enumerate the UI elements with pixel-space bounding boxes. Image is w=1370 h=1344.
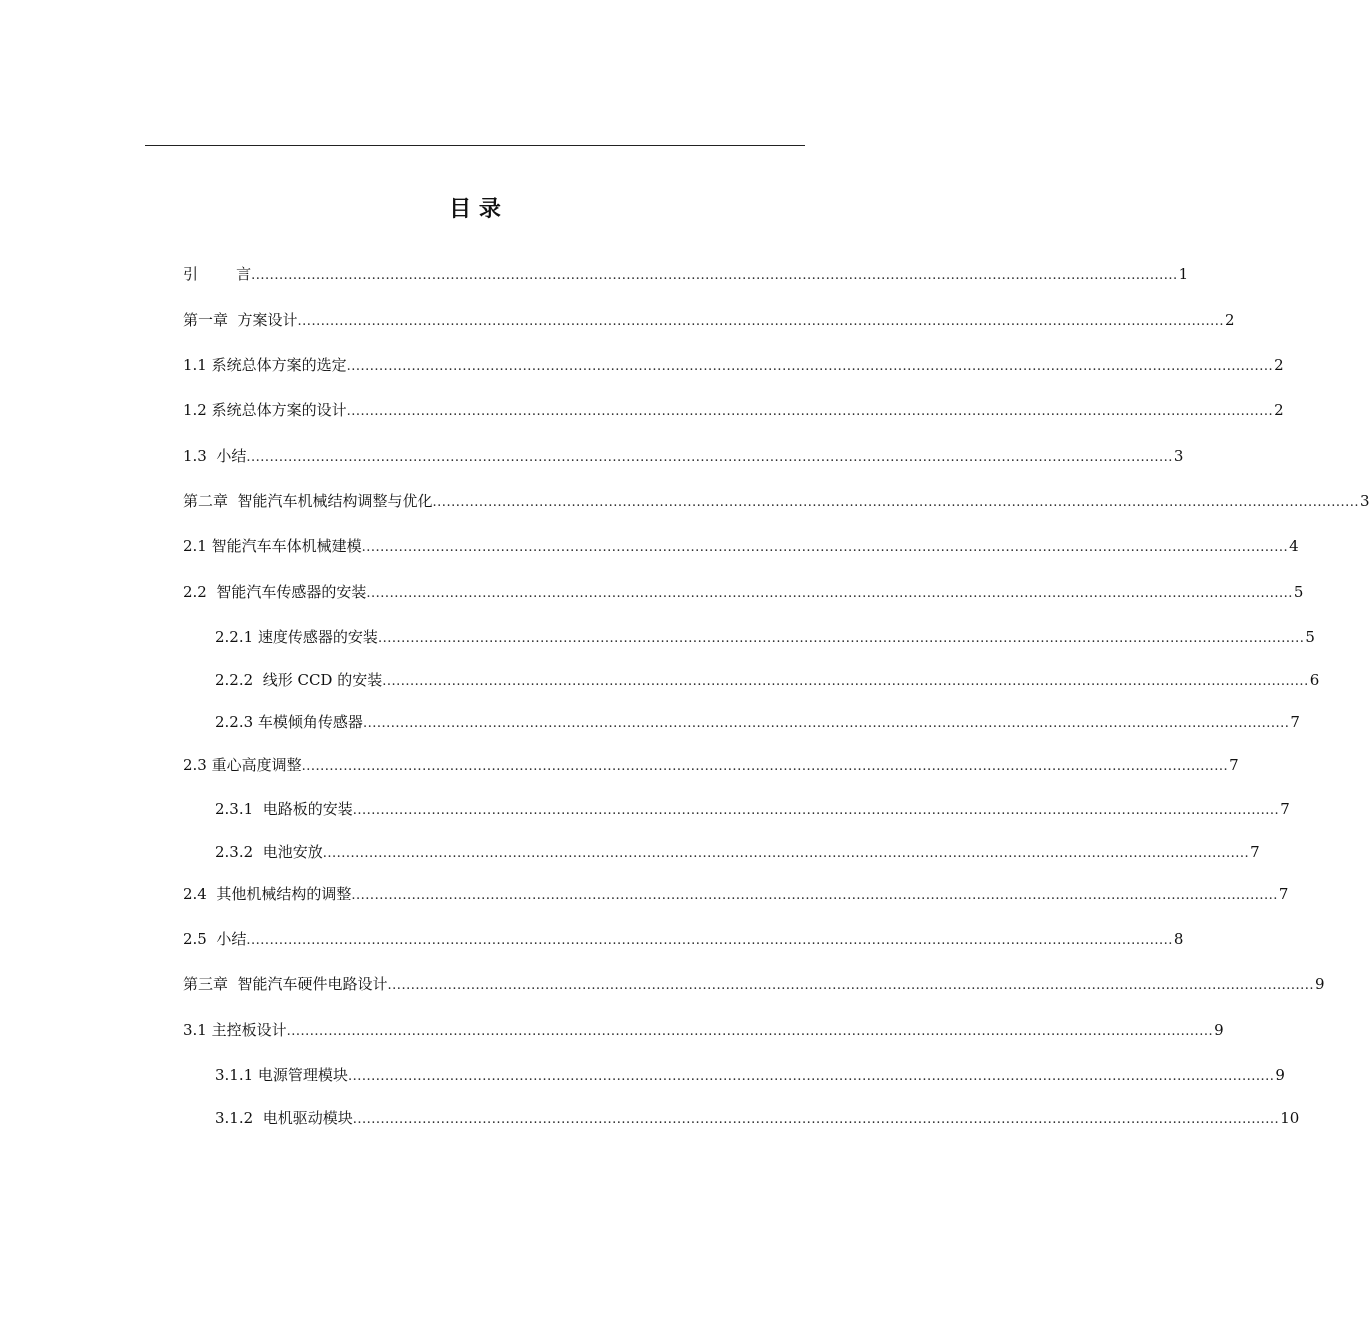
toc-entry[interactable] [183,973,1325,995]
toc-page-number: 9 [1275,1066,1285,1084]
toc-entry[interactable] [183,928,1184,950]
toc-page-number: 8 [1173,930,1184,948]
toc-entry[interactable] [183,309,1235,331]
toc-entry[interactable] [183,354,1284,376]
toc-entry-text: 2.3.2 电池安放 [215,843,323,861]
toc-page-number: 3 [1173,447,1184,465]
toc-entry[interactable] [215,1064,1285,1086]
toc-entry-text: 2.2.1 速度传感器的安装 [215,628,378,646]
toc-page-number: 9 [1315,975,1325,993]
toc-page-number: 7 [1229,756,1239,774]
toc-page-number: 5 [1305,628,1315,646]
toc-entry[interactable] [183,535,1299,557]
toc-leader-dots: ........................................................................................................................................................................................................ [352,1112,1280,1127]
toc-entry[interactable] [183,883,1289,905]
toc-leader-dots: ........................................................................................................................................................................................................ [346,404,1274,419]
toc-leader-dots: ........................................................................................................................................................................................................ [362,716,1290,731]
toc-entry-text: 第二章 智能汽车机械结构调整与优化 [183,492,433,510]
toc-entry[interactable] [215,711,1300,733]
toc-entry-text: 2.3 重心高度调整 [183,756,302,774]
toc-title: 目 录 [449,197,501,222]
toc-leader-dots: ........................................................................................................................................................................................................ [377,631,1305,646]
toc-entry-text: 2.4 其他机械结构的调整 [183,885,352,903]
toc-entry-text: 第一章 方案设计 [183,311,298,329]
toc-leader-dots: ........................................................................................................................................................................................................ [251,268,1178,283]
toc-leader-dots: ........................................................................................................................................................................................................ [347,1069,1275,1084]
toc-entry-text: 2.5 小结 [183,930,247,948]
toc-entry[interactable] [215,669,1320,691]
toc-entry-text: 2.2.3 车模倾角传感器 [215,713,363,731]
toc-leader-dots: ........................................................................................................................................................................................................ [346,359,1274,374]
toc-entry[interactable] [183,1019,1224,1041]
toc-entry[interactable] [183,754,1239,776]
header-rule [145,145,805,146]
toc-entry-text: 3.1.2 电机驱动模块 [215,1109,353,1127]
toc-page-number: 7 [1290,713,1300,731]
toc-page-number: 9 [1214,1021,1224,1039]
toc-entry[interactable] [183,445,1184,467]
toc-leader-dots: ........................................................................................................................................................................................................ [297,314,1225,329]
toc-leader-dots: ........................................................................................................................................................................................................ [352,803,1280,818]
toc-page-number: 7 [1250,843,1260,861]
toc-page-number: 5 [1293,583,1304,601]
toc-entry[interactable] [215,1107,1300,1129]
toc-page-number: 7 [1278,885,1289,903]
toc-entry-text: 引 言 [183,265,252,283]
toc-entry[interactable] [215,841,1260,863]
toc-leader-dots: ........................................................................................................................................................................................................ [286,1024,1214,1039]
toc-page-number: 7 [1280,800,1290,818]
toc-leader-dots: ........................................................................................................................................................................................................ [382,674,1309,689]
toc-entry-text: 1.3 小结 [183,447,247,465]
toc-entry[interactable] [183,399,1284,421]
toc-leader-dots: ........................................................................................................................................................................................................ [351,888,1278,903]
toc-leader-dots: ........................................................................................................................................................................................................ [432,495,1360,510]
toc-page-number: 6 [1309,671,1320,689]
toc-leader-dots: ........................................................................................................................................................................................................ [246,450,1173,465]
toc-page-number: 2 [1274,401,1284,419]
toc-page-number: 4 [1289,537,1299,555]
toc-page-number: 2 [1225,311,1235,329]
toc-entry-text: 第三章 智能汽车硬件电路设计 [183,975,388,993]
toc-leader-dots: ........................................................................................................................................................................................................ [301,759,1229,774]
toc-leader-dots: ........................................................................................................................................................................................................ [361,540,1289,555]
toc-entry[interactable] [215,798,1290,820]
toc-page-number: 3 [1360,492,1370,510]
toc-page-number: 2 [1274,356,1284,374]
toc-leader-dots: ........................................................................................................................................................................................................ [246,933,1173,948]
toc-page-number: 1 [1178,265,1189,283]
toc-entry-text: 2.2 智能汽车传感器的安装 [183,583,367,601]
toc-entry[interactable] [183,581,1304,603]
toc-leader-dots: ........................................................................................................................................................................................................ [366,586,1293,601]
toc-entry-text: 2.3.1 电路板的安装 [215,800,353,818]
toc-entry-text: 1.1 系统总体方案的选定 [183,356,347,374]
toc-leader-dots: ........................................................................................................................................................................................................ [387,978,1315,993]
toc-entry-text: 3.1.1 电源管理模块 [215,1066,348,1084]
toc-entry[interactable] [183,263,1189,285]
toc-entry-text: 1.2 系统总体方案的设计 [183,401,347,419]
toc-entry-text: 3.1 主控板设计 [183,1021,287,1039]
toc-leader-dots: ........................................................................................................................................................................................................ [322,846,1250,861]
toc-entry[interactable] [183,490,1370,512]
toc-entry-text: 2.2.2 线形 CCD 的安装 [215,671,383,689]
toc-entry-text: 2.1 智能汽车车体机械建模 [183,537,362,555]
toc-entry[interactable] [215,626,1315,648]
toc-page-number: 10 [1280,1109,1300,1127]
